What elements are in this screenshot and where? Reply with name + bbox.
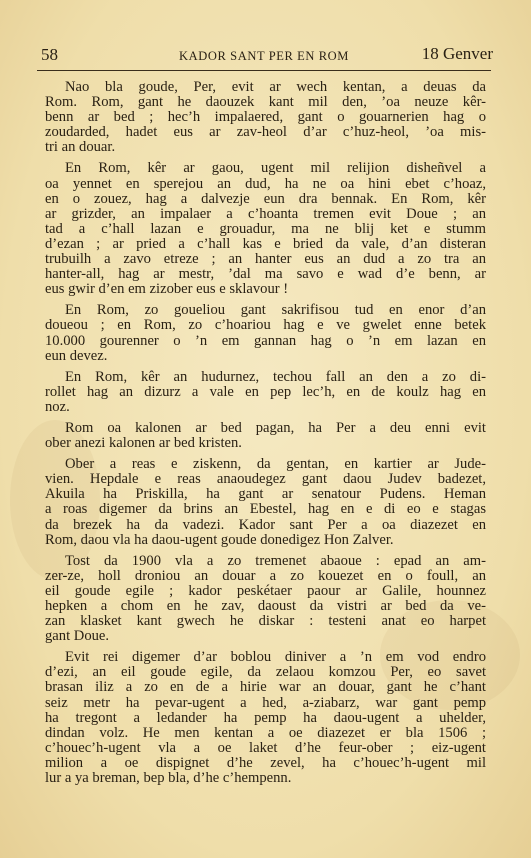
text-line: dindan volz. He men kentan a oe diazezet er bla 1506 ; — [45, 724, 486, 741]
text-line: eil goude egile ; kador peskétaer paour ar Galile, hounnez — [45, 582, 486, 599]
text-line: benn ar bed ; hec’h impalaered, gant o gouarnerien hag o — [45, 109, 486, 126]
text-line: tri an douar. — [45, 139, 116, 156]
text-line: ar grizder, an impalaer a c’hoanta tremen evit Doue ; an — [45, 205, 486, 222]
text-line: En Rom, zo goueliou gant sakrifisou tud en enor d’an — [65, 302, 486, 319]
text-line: eun devez. — [45, 347, 108, 364]
text-line: doueou ; en Rom, zo c’hoariou hag e ve gwelet enne betek — [45, 317, 486, 334]
text-line: a roas digemer da brins an Ebestel, hag en e di eo e stagas — [45, 501, 486, 518]
text-line: hanter-all, hag ar mestr, ’dal ma savo e wad d’e benn, ar — [45, 266, 486, 283]
text-line: En Rom, kêr an hudurnez, techou fall an den a zo di- — [65, 368, 486, 385]
running-title: KADOR SANT PER EN ROM — [178, 49, 350, 63]
text-line: milion a oe dispignet d’he zevel, ha c’houec’h-ugent mil — [45, 754, 486, 771]
text-line: oa yennet en sperejou an dud, ha ne oa hini ebet c’hoaz, — [45, 175, 486, 192]
text-line: hepken a chom en he zav, daoust da vistri ar bed da ve- — [45, 598, 486, 614]
paragraph — [45, 80, 486, 155]
text-line: brasan iliz a zo en de a hirie war an douar, gant he c’hant — [45, 679, 486, 696]
text-line: da brezek ha da vadezi. Kador sant Per a oa diazezet en — [45, 516, 486, 533]
text-line: trubuilh a zavo etreze ; an hanter eus an dud a zo tra an — [45, 251, 486, 268]
body-text — [45, 80, 486, 792]
paragraph — [45, 303, 486, 363]
text-line: seiz metr ha pevar-ugent a hed, a-ziabarz, war gant pemp — [45, 694, 486, 711]
text-line: En Rom, kêr ar gaou, ugent mil relijion disheñvel a — [65, 160, 486, 177]
text-line: Tost da 1900 vla a zo tremenet abaoue : epad an am- — [65, 552, 486, 569]
paragraph — [45, 370, 486, 415]
paragraph — [45, 554, 486, 645]
text-line: Ober a reas e ziskenn, da gentan, en kartier ar Jude- — [65, 456, 486, 473]
paragraph — [45, 457, 486, 548]
text-line: zoudarded, hadet eus ar zav-heol d’ar c’huz-heol, ’oa mis- — [45, 124, 486, 141]
text-line: Akuila ha Priskilla, ha gant ar senatour Pudens. Heman — [45, 486, 486, 503]
text-line: Rom oa kalonen ar bed pagan, ha Per a deu enni evit — [65, 419, 486, 436]
text-line: en o zouez, hag a dalvezje eun dra bennak. En Rom, kêr — [45, 190, 486, 207]
text-line: ober anezi kalonen ar bed kristen. — [45, 435, 242, 452]
page-number: 58 — [41, 45, 58, 64]
paragraph — [45, 161, 486, 297]
text-line: 10.000 gourenner o ’n em gannan hag o ’n em lazan en — [45, 332, 486, 349]
text-line: Evit rei digemer d’ar boblou diniver a ’n em vod endro — [65, 649, 486, 666]
header-date: 18 Genver — [421, 44, 493, 63]
text-line: ha tregont a ledander ha pemp ha daou-ugent a uhelder, — [45, 709, 486, 726]
text-line: rollet hag an dizurz a vale en pep lec’h, en de koulz hag en — [45, 383, 486, 400]
text-line: zan klasket kant gwech he diskar : testeni anat eo harpet — [45, 613, 486, 630]
text-line: tad a c’hall lazan e grouadur, ma ne blij ket e stumm — [45, 220, 486, 237]
text-line: zer-ze, holl droniou an douar a zo kouezet en o foull, an — [45, 567, 486, 584]
paragraph — [45, 421, 486, 451]
text-line: lur a ya breman, bep bla, d’he c’hempenn. — [45, 770, 292, 787]
text-line: d’ezi, an eil goude egile, da zelaou komzou Per, eo savet — [45, 664, 486, 681]
text-line: gant Doue. — [45, 628, 110, 645]
text-line: d’ezan ; ar pried a c’hall kas e bried da vale, d’an disteran — [45, 235, 486, 252]
text-line: vien. Hepdale e reas anaoudegez gant daou Judev badezet, — [45, 471, 486, 488]
running-header — [37, 44, 491, 71]
text-line: Rom. Rom, gant he daouzek kant mil den, ’oa neuze kêr- — [45, 94, 486, 111]
text-line: eus gwir d’en em zizober eus e sklavour ! — [45, 281, 289, 298]
text-line: Rom, daou vla ha daou-ugent goude donedigez Hon Zalver. — [45, 531, 394, 548]
text-line: noz. — [45, 398, 70, 415]
text-line: Nao bla goude, Per, evit ar wech kentan, a deuas da — [65, 79, 486, 95]
paragraph — [45, 650, 486, 786]
text-line: c’houec’h-ugent vla a oe laket d’he feur-ober ; eiz-ugent — [45, 739, 486, 756]
